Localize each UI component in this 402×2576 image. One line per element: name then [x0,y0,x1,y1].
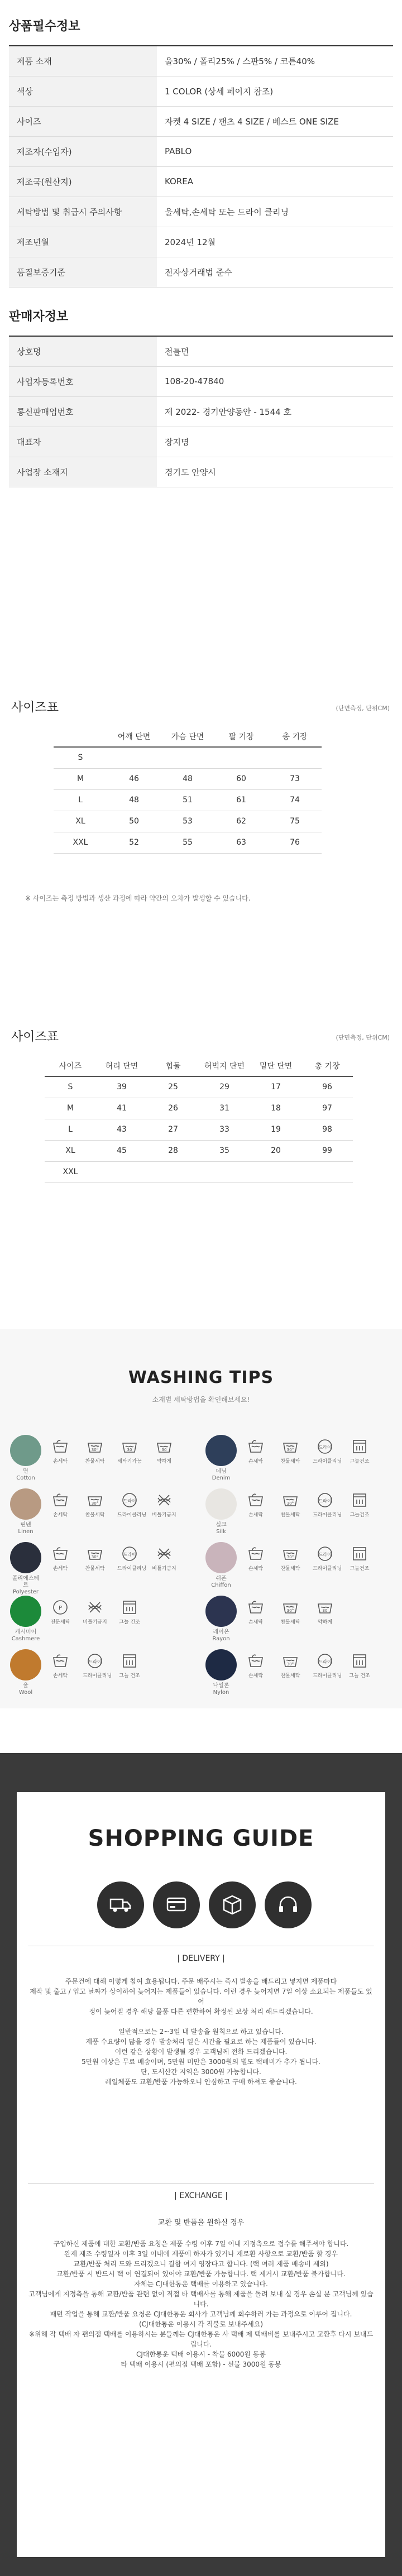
size-cell: 48 [161,768,214,789]
care-symbol-icon [117,1492,147,1518]
care-label: 손세탁 [248,1566,264,1572]
fabric-name: 실크 Silk [216,1522,227,1535]
care-symbol-icon [48,1653,73,1679]
care-symbol-icon [48,1545,73,1572]
info-value: 제 2022- 경기안양동안 - 1544 호 [157,396,393,427]
size-cell: 41 [96,1098,147,1119]
fabric-swatch [10,1435,41,1466]
size-table-pants [0,1027,402,1212]
size-header-cell [54,726,107,747]
size-cell: 73 [268,768,322,789]
size-row [45,1119,353,1140]
fabric-item [205,1649,237,1696]
info-value: 장지명 [157,427,393,457]
info-value: 울30% / 폴리25% / 스판5% / 코튼40% [157,46,393,76]
info-value: 1 COLOR (상세 페이지 참조) [157,76,393,106]
info-value: 울세탁,손세탁 또는 드라이 클리닝 [157,197,393,227]
size-cell: 61 [214,789,268,811]
fabric-swatch [10,1488,41,1520]
care-label: 세탁기가능 [117,1459,142,1464]
info-label: 품질보증기준 [9,257,157,287]
size-title: 사이즈표 [11,701,59,715]
care-label: 손세탁 [248,1512,264,1518]
size-row [54,832,322,853]
info-label: 대표자 [9,427,157,457]
info-label: 사업장 소재지 [9,457,157,487]
size-cell: 98 [302,1119,353,1140]
guide-line: (CJ대한통운 이용시 각 직불로 보내주세요) [138,2320,263,2328]
care-symbol-icon [278,1653,303,1679]
size-cell: 96 [302,1076,353,1098]
size-header-cell: 허벅지 단면 [199,1055,250,1076]
info-label: 상호명 [9,336,157,366]
seller-info-title: 판매자정보 [9,310,69,324]
info-row [9,396,393,427]
care-symbol-icon [243,1492,268,1518]
size-cell [268,747,322,768]
svg-text:30°: 30° [286,1555,294,1559]
size-unit: (단면측정, 단위CM) [336,705,390,712]
care-label: 손세탁 [52,1459,68,1464]
size-cell: 55 [161,832,214,853]
guide-line: 교환/반품 처리 도와 드리겠으니 결함 여지 영장다고 합니다. (택 여러 제품 배송비 제외) [73,2260,329,2268]
size-row [45,1161,353,1182]
delivery-text [28,1976,374,2087]
info-row [9,457,393,487]
washing-subtitle: 소재별 세탁방법을 확인해보세요! [152,1396,250,1404]
size-cell: 75 [268,811,322,832]
size-row [54,789,322,811]
care-label: 그늘건조 [350,1566,370,1572]
guide-line: 5만원 이상은 무료 배송이며, 5만원 미만은 3000원의 별도 택배비가 추가 됩니다. [82,2058,320,2066]
guide-line: 교환/반품 시 반드시 택 이 연결되어 있어야 교환/반품 가능합니다. 택 제거시 교환/반품 불가합니다. [56,2270,346,2278]
washing-tips [0,1329,402,1708]
product-info-table [9,45,393,288]
care-label: 그늘 건조 [119,1620,140,1625]
guide-line: 정이 늦어질 경우 해당 물품 다른 편한하여 확정된 보상 처리 해드리겠습니다. [89,2008,313,2015]
size-cell: 63 [214,832,268,853]
size-cell: 25 [147,1076,199,1098]
guide-line: 단, 도서산간 지역은 3000원 가능합니다. [141,2068,261,2076]
guide-line: CJ대한통운 택배 이용시 - 착불 6000원 동봉 [136,2350,266,2358]
svg-text:드라이: 드라이 [88,1659,102,1664]
info-label: 제품 소재 [9,46,157,76]
size-cell [161,747,214,768]
info-row [9,76,393,106]
guide-line: 타 택배 이용시 (편의점 택배 포함) - 선불 3000원 동봉 [121,2360,281,2368]
fabric-swatch [205,1488,237,1520]
size-cell: XL [54,811,107,832]
guide-line: 고객님에게 지정측을 통해 교환/반품 관련 없이 직접 타 택배사를 통해 제품을 돌려 보내 실 경우 손실 분 고객님께 있습니다. [28,2290,374,2308]
care-label: 약하게 [317,1620,333,1625]
care-symbol-icon [83,1545,107,1572]
info-row [9,197,393,227]
fabric-item [10,1488,41,1535]
info-row [9,106,393,136]
size-cell: 52 [107,832,161,853]
size-row [45,1098,353,1119]
svg-text:드라이: 드라이 [318,1659,332,1664]
care-symbol-icon [152,1545,176,1572]
care-symbol-icon [313,1492,342,1518]
size-cell: 18 [250,1098,302,1119]
seller-info-section [0,290,402,558]
fabric-item [10,1435,41,1482]
care-label: 손세탁 [52,1566,68,1572]
fabric-item [205,1435,237,1482]
info-value: 전틀면 [157,336,393,366]
care-symbol-icon [48,1599,73,1625]
care-label: 드라이클리닝 [313,1512,342,1518]
exchange-heading: | EXCHANGE | [174,2191,228,2200]
care-label: 찬물세탁 [85,1459,105,1464]
size-cell: 48 [107,789,161,811]
fabric-name: 캐시미어 Cashmere [11,1629,40,1642]
info-row [9,336,393,366]
headset-icon [265,1881,312,1928]
size-row [54,768,322,789]
exchange-subheading: 교환 및 반품을 원하실 경우 [157,2219,245,2227]
care-label: 드라이클리닝 [313,1566,342,1572]
care-label: 드라이클리닝 [313,1673,342,1679]
care-symbol-icon [313,1653,342,1679]
fabric-name: 나일론 Nylon [213,1683,229,1696]
size-row [54,747,322,768]
care-label: 손세탁 [52,1673,68,1679]
care-symbol-icon [243,1599,268,1625]
info-row [9,227,393,257]
care-label: 찬물세탁 [85,1566,105,1572]
guide-line: 일반적으로는 2~3일 내 발송을 원칙으로 하고 있습니다. [118,2028,284,2036]
guide-line: 완제 제조 수령일자 이후 3일 이내에 제품에 하자가 있거나 재로환 사항으로 교환/반품 할 경우 [64,2250,338,2258]
fabric-name: 레이온 Rayon [212,1629,230,1642]
size-cell: 43 [96,1119,147,1140]
size-cell: S [54,747,107,768]
size-cell: 99 [302,1140,353,1161]
svg-text:30°: 30° [91,1555,99,1559]
info-label: 사이즈 [9,106,157,136]
info-value: KOREA [157,166,393,197]
care-label: 찬물세탁 [280,1673,300,1679]
size-table-2 [45,1055,353,1183]
size-cell: M [45,1098,96,1119]
size-cell: 39 [96,1076,147,1098]
fabric-swatch [205,1596,237,1627]
size-cell: 60 [214,768,268,789]
product-info-title: 상품필수정보 [9,20,80,33]
svg-text:드라이: 드라이 [123,1552,136,1557]
divider [28,2183,374,2184]
care-label: 약하게 [156,1459,172,1464]
delivery-heading: | DELIVERY | [177,1954,225,1963]
info-value: 자켓 4 SIZE / 팬츠 4 SIZE / 베스트 ONE SIZE [157,106,393,136]
shopping-guide-panel [17,1792,385,2557]
svg-text:30°: 30° [91,1448,99,1452]
size-header-cell: 총 기장 [268,726,322,747]
care-label: 드라이클리닝 [117,1566,147,1572]
size-cell [214,747,268,768]
svg-text:P: P [58,1605,63,1611]
guide-line: 제작 및 출고 / 입고 날짜가 상이하여 늦어지는 제품들이 있습니다. 이런 경우 늦어지면 7일 이상 소요되는 제품들도 있어 [30,1988,372,2005]
care-symbol-icon [278,1599,303,1625]
care-label: 찬물세탁 [280,1459,300,1464]
svg-text:30°: 30° [286,1448,294,1452]
guide-line: 이런 같은 상황이 발생될 경우 고객님께 전화 드리겠습니다. [114,2048,288,2056]
guide-line [28,2017,374,2027]
care-label: 드라이클리닝 [313,1459,342,1464]
fabric-item [205,1488,237,1535]
svg-text:드라이: 드라이 [318,1552,332,1557]
fabric-name: 폴리에스테르 Polyester [12,1576,40,1595]
svg-text:30°: 30° [91,1501,99,1506]
size-cell: 33 [199,1119,250,1140]
info-value: 108-20-47840 [157,366,393,396]
care-label: 손세탁 [52,1512,68,1518]
info-label: 제조국(원산지) [9,166,157,197]
care-symbol-icon [83,1492,107,1518]
size-cell: XL [45,1140,96,1161]
info-value: PABLO [157,136,393,166]
care-label: 비틀기금지 [83,1620,107,1625]
info-row [9,427,393,457]
care-label: 찬물세탁 [280,1512,300,1518]
fabric-item [10,1596,41,1643]
fabric-item [205,1542,237,1589]
size-cell: XXL [45,1161,96,1182]
fabric-name: 울 Wool [18,1683,33,1696]
care-label: 그늘 건조 [349,1673,370,1679]
care-symbol-icon [117,1599,142,1625]
info-label: 색상 [9,76,157,106]
care-symbol-icon [347,1653,372,1679]
care-label: 손세탁 [248,1673,264,1679]
care-symbol-icon [243,1545,268,1572]
info-value: 경기도 안양시 [157,457,393,487]
product-info-section [0,0,402,290]
size-cell: 28 [147,1140,199,1161]
size-cell: 51 [161,789,214,811]
size-header-cell: 허리 단면 [96,1055,147,1076]
size-cell: L [45,1119,96,1140]
info-row [9,46,393,76]
size-row [45,1140,353,1161]
size-header-row [45,1055,353,1076]
care-label: 찬물세탁 [280,1620,300,1625]
size-table-1 [54,726,322,854]
info-label: 통신판매업번호 [9,396,157,427]
fabric-item [10,1542,41,1596]
size-cell: L [54,789,107,811]
care-label: 드라이클리닝 [117,1512,147,1518]
care-label: 그늘건조 [350,1459,370,1464]
info-label: 제조년월 [9,227,157,257]
size-row [54,811,322,832]
care-symbol-icon [83,1653,112,1679]
size-cell: 26 [147,1098,199,1119]
care-symbol-icon [117,1545,147,1572]
seller-info-table [9,336,393,487]
size-cell: 20 [250,1140,302,1161]
care-symbol-icon [313,1599,337,1625]
lower-content [0,558,402,2576]
care-label: 손세탁 [248,1459,264,1464]
svg-text:30: 30 [127,1448,132,1452]
svg-text:30°: 30° [286,1662,294,1667]
svg-text:드라이: 드라이 [318,1445,332,1450]
care-symbol-icon [313,1438,342,1464]
info-row [9,136,393,166]
size-cell [96,1161,147,1182]
fabric-swatch [205,1649,237,1680]
fabric-swatch [10,1542,41,1573]
info-label: 세탁방법 및 취급시 주의사항 [9,197,157,227]
care-symbol-icon [278,1492,303,1518]
size-header-cell: 밑단 단면 [250,1055,302,1076]
size-cell: 17 [250,1076,302,1098]
box-icon [209,1881,256,1928]
size-cell: 35 [199,1140,250,1161]
size-cell: 29 [199,1076,250,1098]
size-note: ※ 사이즈는 측정 방법과 생산 과정에 따라 약간의 오차가 발생할 수 있습니다. [25,894,251,902]
size-cell: 27 [147,1119,199,1140]
size-cell: XXL [54,832,107,853]
fabric-name: 쉬폰 Chiffon [211,1576,231,1588]
care-symbol-icon [83,1438,107,1464]
care-label: 그늘건조 [350,1512,370,1518]
care-symbol-icon [347,1492,372,1518]
care-label: 손세탁 [248,1620,264,1625]
guide-line: 패턴 작업을 통해 교환/반품 요청은 CJ대한통운 회사가 고객님께 회수하러 가는 과정으로 이루어 집니다. [50,2310,352,2318]
guide-line: 주문건에 대해 이렇게 참여 효용됩니다. 주문 배주시는 즉시 발송을 배드리고 넣지면 제품마다 [65,1978,337,1985]
care-label: 그늘 건조 [119,1673,140,1679]
info-row [9,257,393,287]
size-cell [250,1161,302,1182]
care-symbol-icon [313,1545,342,1572]
care-symbol-icon [152,1438,176,1464]
svg-text:30: 30 [322,1608,328,1613]
care-symbol-icon [347,1545,372,1572]
svg-text:드라이: 드라이 [318,1498,332,1504]
size-header-cell: 사이즈 [45,1055,96,1076]
size-cell: 74 [268,789,322,811]
size-unit-2: (단면측정, 단위CM) [336,1034,390,1041]
care-symbol-icon [48,1492,73,1518]
size-cell: 76 [268,832,322,853]
size-cell [302,1161,353,1182]
svg-text:30°: 30° [286,1501,294,1506]
fabric-swatch [10,1596,41,1627]
care-symbol-icon [83,1599,107,1625]
care-label: 전문세탁 [50,1620,70,1625]
care-symbol-icon [152,1492,176,1518]
size-header-cell: 어깨 단면 [107,726,161,747]
card-icon [153,1881,200,1928]
care-symbol-icon [278,1545,303,1572]
info-value: 2024년 12월 [157,227,393,257]
size-row [45,1076,353,1098]
exchange-text [28,2239,374,2369]
size-cell: 19 [250,1119,302,1140]
care-label: 찬물세탁 [280,1566,300,1572]
guide-line: 구입하신 제품에 대한 교환/반품 요청은 제품 수령 이후 7일 이내 지정측으로 접수를 해주셔야 합니다. [53,2240,349,2248]
fabric-swatch [205,1435,237,1466]
care-symbol-icon [243,1653,268,1679]
size-cell: S [45,1076,96,1098]
fabric-name: 데님 Denim [212,1468,231,1481]
info-label: 제조자(수입자) [9,136,157,166]
washing-title: WASHING TIPS [128,1368,274,1387]
guide-line: 레일체품도 교환/반품 가능하오니 안심하고 구매 하셔도 좋습니다. [105,2078,297,2086]
guide-line: 자체는 CJ대한통운 택배를 이용하고 있습니다. [134,2280,268,2288]
fabric-swatch [205,1542,237,1573]
care-label: 비틀기금지 [152,1566,176,1572]
svg-text:드라이: 드라이 [123,1498,136,1504]
info-row [9,166,393,197]
care-symbol-icon [243,1438,268,1464]
info-value: 전자상거래법 준수 [157,257,393,287]
size-cell: 31 [199,1098,250,1119]
svg-text:30: 30 [161,1448,167,1452]
size-cell: 50 [107,811,161,832]
size-cell [107,747,161,768]
size-cell: M [54,768,107,789]
size-header-cell: 힙둘 [147,1055,199,1076]
fabric-swatch [10,1649,41,1680]
size-cell: 45 [96,1140,147,1161]
size-header-cell: 가슴 단면 [161,726,214,747]
size-cell [147,1161,199,1182]
size-table-jacket [0,698,402,921]
size-header-cell: 팔 기장 [214,726,268,747]
care-label: 비틀기금지 [152,1512,176,1518]
size-title-2: 사이즈표 [11,1030,59,1044]
size-cell [199,1161,250,1182]
care-symbol-icon [48,1438,73,1464]
care-label: 드라이클리닝 [83,1673,112,1679]
care-symbol-icon [117,1653,142,1679]
fabric-name: 린넨 Linen [18,1522,34,1535]
shopping-guide [0,1753,402,2576]
size-cell: 62 [214,811,268,832]
guide-line: 제품 수요량이 많을 경우 발송처리 일은 시간을 필요로 하는 제품들이 있습니다. [85,2038,317,2046]
fabric-name: 면 Cotton [16,1468,35,1481]
truck-icon [97,1881,144,1928]
size-cell: 97 [302,1098,353,1119]
size-header-row [54,726,322,747]
info-label: 사업자등록번호 [9,366,157,396]
care-symbol-icon [347,1438,372,1464]
guide-title: SHOPPING GUIDE [88,1826,314,1851]
fabric-item [10,1649,41,1696]
svg-text:30°: 30° [286,1608,294,1613]
size-header-cell: 총 기장 [302,1055,353,1076]
care-symbol-icon [117,1438,142,1464]
guide-line: ※위해 작 택배 자 편의점 택배를 이용하시는 분들께는 CJ대한통운 사 택배 제 택배비를 보내주시고 교환후 다시 보내드립니다. [28,2330,374,2348]
size-cell: 46 [107,768,161,789]
care-label: 찬물세탁 [85,1512,105,1518]
fabric-item [205,1596,237,1643]
size-cell: 53 [161,811,214,832]
info-row [9,366,393,396]
care-symbol-icon [278,1438,303,1464]
